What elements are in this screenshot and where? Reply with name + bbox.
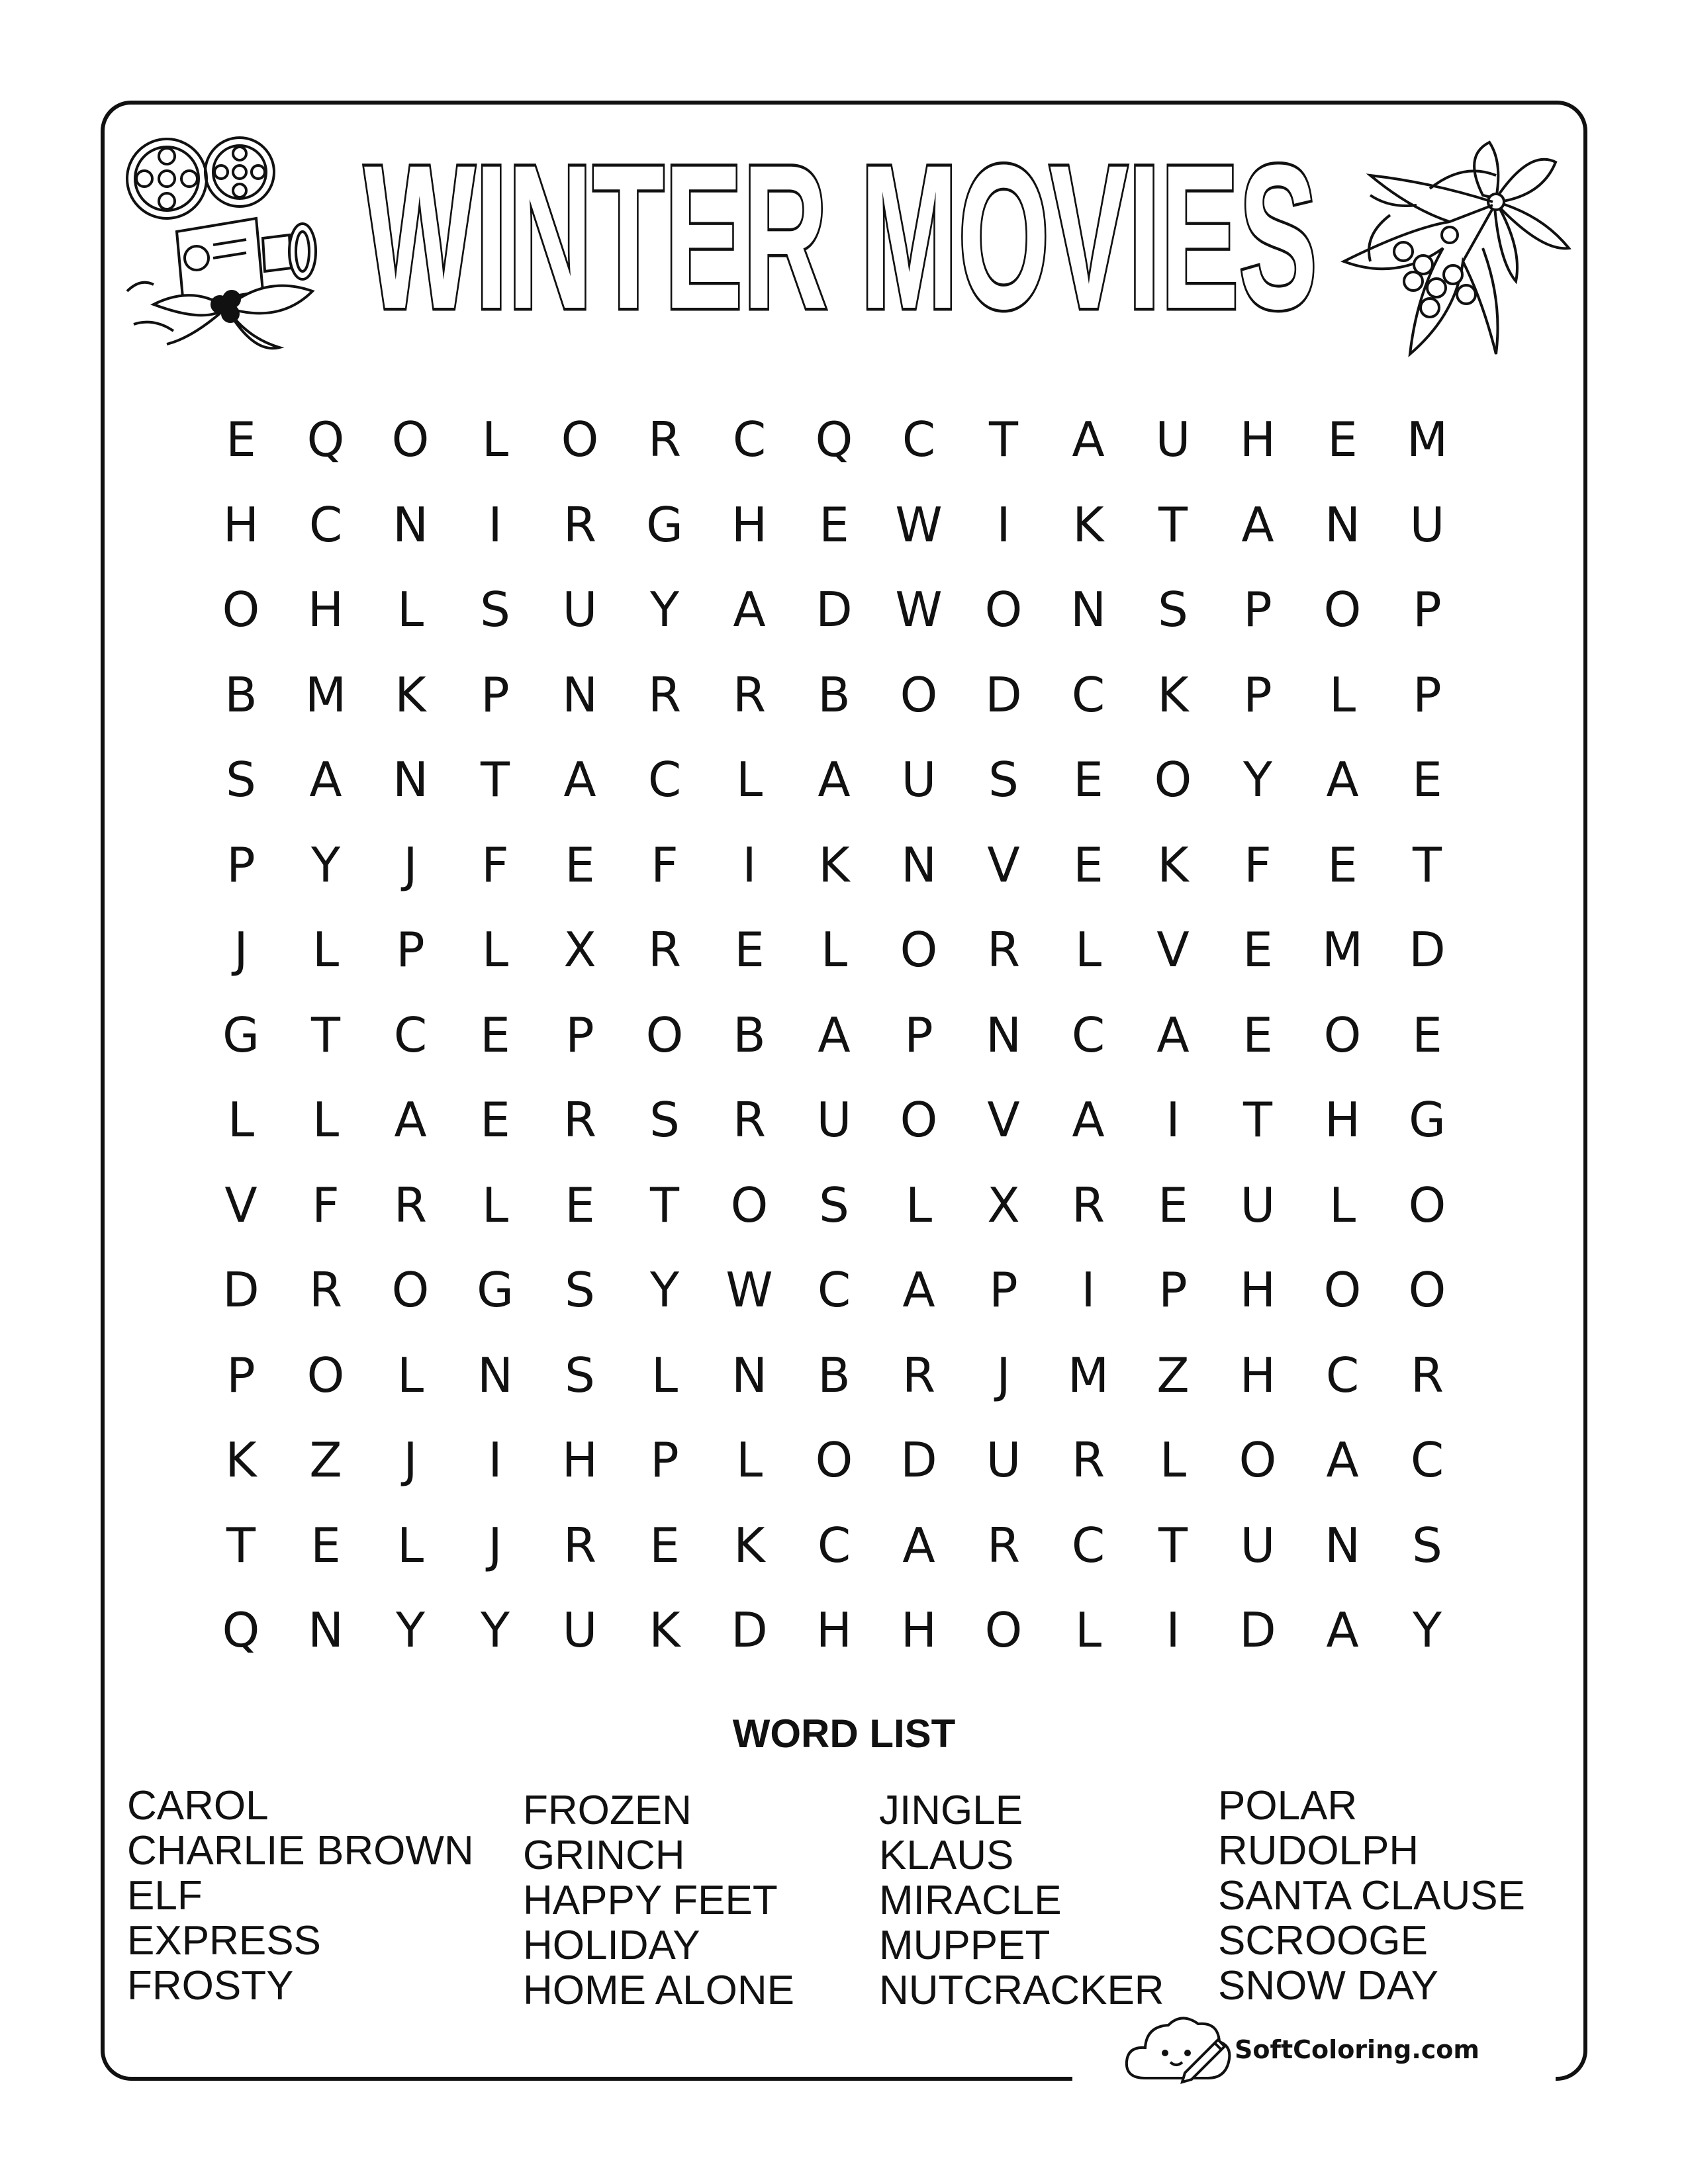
word-list-item: FROZEN: [523, 1788, 692, 1833]
grid-letter: L: [312, 1092, 340, 1148]
grid-letter: D: [1239, 1602, 1276, 1659]
grid-letter: G: [646, 496, 683, 553]
grid-letter: S: [226, 752, 256, 808]
grid-letter: G: [1409, 1092, 1446, 1148]
grid-letter: L: [1074, 922, 1102, 978]
grid-letter: L: [397, 582, 424, 638]
grid-letter: P: [1243, 666, 1272, 723]
grid-letter: I: [996, 496, 1011, 553]
grid-letter: N: [308, 1602, 344, 1659]
grid-letter: B: [818, 666, 851, 723]
grid-letter: H: [731, 496, 768, 553]
grid-letter: A: [309, 752, 342, 808]
word-list-item: HOME ALONE: [523, 1968, 794, 2013]
grid-letter: N: [562, 666, 598, 723]
grid-letter: R: [1410, 1347, 1444, 1403]
grid-letter: H: [222, 496, 259, 553]
grid-letter: R: [563, 1517, 597, 1573]
grid-letter: O: [561, 412, 599, 468]
word-list-item: MIRACLE: [879, 1878, 1062, 1923]
grid-letter: L: [397, 1517, 424, 1573]
grid-letter: K: [818, 837, 850, 893]
word-list-item: MUPPET: [879, 1923, 1051, 1968]
grid-letter: T: [989, 412, 1018, 468]
grid-letter: D: [900, 1432, 937, 1488]
word-list-item: SANTA CLAUSE: [1218, 1873, 1526, 1919]
grid-letter: C: [308, 496, 343, 553]
word-list-column-3: [879, 1788, 1164, 2013]
grid-letter: R: [308, 1262, 343, 1318]
grid-letter: W: [726, 1262, 773, 1318]
grid-letter: H: [1239, 1347, 1276, 1403]
grid-letter: W: [895, 496, 943, 553]
grid-letter: R: [647, 412, 682, 468]
grid-letter: G: [222, 1007, 259, 1063]
grid-letter: Q: [222, 1602, 260, 1659]
grid-letter: R: [1071, 1177, 1105, 1233]
grid-letter: A: [818, 752, 851, 808]
page-title: [354, 142, 1327, 334]
word-list-column-2: [523, 1788, 794, 2013]
word-list-item: CAROL: [127, 1783, 269, 1829]
grid-letter: V: [1156, 922, 1190, 978]
grid-letter: O: [900, 666, 938, 723]
grid-letter: S: [819, 1177, 849, 1233]
word-list-column-4: [1218, 1784, 1525, 2009]
cloud-pencil-icon: [1119, 1999, 1238, 2098]
grid-letter: D: [985, 666, 1022, 723]
grid-letter: Y: [481, 1602, 510, 1659]
grid-letter: A: [1241, 496, 1274, 553]
grid-letter: U: [1409, 496, 1445, 553]
grid-letter: E: [1412, 1007, 1442, 1063]
grid-letter: C: [1325, 1347, 1360, 1403]
word-search-grid: [199, 397, 1509, 1688]
grid-letter: U: [562, 582, 598, 638]
grid-letter: T: [1243, 1092, 1272, 1148]
grid-letter: L: [1159, 1432, 1187, 1488]
grid-letter: A: [1326, 1602, 1359, 1659]
grid-letter: O: [645, 1007, 684, 1063]
grid-letter: O: [391, 412, 430, 468]
grid-letter: L: [481, 1177, 509, 1233]
grid-letter: S: [649, 1092, 680, 1148]
grid-letter: N: [986, 1007, 1021, 1063]
grid-letter: O: [984, 1602, 1023, 1659]
grid-letter: A: [563, 752, 596, 808]
grid-letter: G: [477, 1262, 514, 1318]
word-list-item: NUTCRACKER: [879, 1968, 1164, 2013]
grid-letter: M: [305, 666, 347, 723]
grid-letter: N: [393, 752, 428, 808]
grid-letter: O: [222, 582, 260, 638]
grid-letter: A: [1326, 752, 1359, 808]
grid-letter: S: [988, 752, 1019, 808]
grid-letter: C: [902, 412, 936, 468]
grid-letter: E: [1158, 1177, 1188, 1233]
grid-letter: E: [565, 837, 595, 893]
grid-letter: A: [733, 582, 766, 638]
grid-letter: U: [1240, 1177, 1276, 1233]
grid-letter: F: [312, 1177, 340, 1233]
word-list-item: HAPPY FEET: [523, 1878, 778, 1923]
grid-letter: J: [403, 1432, 418, 1488]
grid-letter: Z: [309, 1432, 342, 1488]
grid-letter: J: [996, 1347, 1011, 1403]
grid-letter: S: [480, 582, 510, 638]
grid-letter: P: [226, 1347, 256, 1403]
grid-letter: B: [733, 1007, 766, 1063]
grid-letter: E: [734, 922, 765, 978]
grid-letter: H: [1239, 1262, 1276, 1318]
grid-letter: P: [904, 1007, 933, 1063]
film-projector-holly-icon: [114, 126, 352, 357]
grid-letter: P: [989, 1262, 1018, 1318]
grid-letter: R: [647, 922, 682, 978]
grid-letter: D: [731, 1602, 768, 1659]
grid-letter: O: [1408, 1262, 1446, 1318]
grid-letter: C: [1410, 1432, 1444, 1488]
grid-letter: T: [1413, 837, 1442, 893]
grid-letter: N: [901, 837, 937, 893]
grid-letter: C: [817, 1262, 851, 1318]
grid-letter: T: [1158, 496, 1188, 553]
grid-letter: R: [732, 666, 767, 723]
word-list-item: CHARLIE BROWN: [127, 1828, 474, 1874]
grid-letter: M: [1067, 1347, 1109, 1403]
grid-letter: X: [563, 922, 596, 978]
grid-letter: S: [1158, 582, 1188, 638]
grid-letter: H: [561, 1432, 598, 1488]
grid-letter: O: [1408, 1177, 1446, 1233]
grid-letter: N: [1325, 496, 1360, 553]
grid-letter: N: [477, 1347, 513, 1403]
grid-letter: F: [651, 837, 679, 893]
grid-letter: A: [1156, 1007, 1190, 1063]
grid-letter: P: [226, 837, 256, 893]
grid-letter: V: [224, 1177, 258, 1233]
grid-letter: E: [1073, 837, 1103, 893]
grid-letter: Y: [650, 582, 679, 638]
page-title-text: WINTER MOVIES: [364, 142, 1317, 334]
grid-letter: R: [986, 922, 1021, 978]
grid-letter: L: [905, 1177, 933, 1233]
grid-letter: E: [310, 1517, 341, 1573]
grid-letter: E: [1243, 1007, 1273, 1063]
grid-letter: I: [1081, 1262, 1096, 1318]
grid-letter: V: [987, 837, 1020, 893]
grid-letter: H: [900, 1602, 937, 1659]
grid-letter: I: [488, 496, 502, 553]
grid-letter: E: [480, 1007, 510, 1063]
grid-letter: X: [987, 1177, 1020, 1233]
grid-letter: R: [986, 1517, 1021, 1573]
grid-letter: Q: [815, 412, 853, 468]
grid-letter: R: [563, 496, 597, 553]
grid-letter: H: [816, 1602, 853, 1659]
grid-letter: H: [1324, 1092, 1361, 1148]
grid-letter: L: [481, 412, 509, 468]
grid-letter: E: [1073, 752, 1103, 808]
grid-letter: P: [1413, 582, 1442, 638]
grid-letter: O: [306, 1347, 345, 1403]
grid-letter: J: [488, 1517, 502, 1573]
grid-letter: L: [481, 922, 509, 978]
grid-letter: R: [1071, 1432, 1105, 1488]
grid-letter: E: [1243, 922, 1273, 978]
word-list-item: ELF: [127, 1873, 203, 1919]
grid-letter: Y: [650, 1262, 679, 1318]
grid-letter: L: [1074, 1602, 1102, 1659]
grid-letter: U: [562, 1602, 598, 1659]
grid-letter: B: [818, 1347, 851, 1403]
grid-letter: P: [481, 666, 510, 723]
grid-letter: E: [819, 496, 849, 553]
grid-letter: A: [1072, 1092, 1105, 1148]
word-list-item: JINGLE: [879, 1788, 1023, 1833]
grid-letter: J: [234, 922, 248, 978]
grid-letter: D: [222, 1262, 259, 1318]
grid-letter: S: [565, 1347, 595, 1403]
grid-letter: T: [311, 1007, 340, 1063]
grid-letter: O: [1239, 1432, 1277, 1488]
grid-letter: M: [1406, 412, 1448, 468]
word-list-item: POLAR: [1218, 1783, 1358, 1829]
grid-letter: S: [565, 1262, 595, 1318]
grid-letter: R: [563, 1092, 597, 1148]
grid-letter: A: [902, 1517, 935, 1573]
grid-letter: N: [393, 496, 428, 553]
grid-letter: O: [1154, 752, 1192, 808]
grid-letter: A: [902, 1262, 935, 1318]
site-name: SoftColoring.com: [1235, 2035, 1479, 2064]
grid-letter: L: [735, 1432, 763, 1488]
grid-letter: C: [1071, 1007, 1105, 1063]
grid-letter: U: [901, 752, 937, 808]
grid-letter: O: [815, 1432, 853, 1488]
grid-letter: O: [1323, 1262, 1362, 1318]
grid-letter: C: [393, 1007, 428, 1063]
grid-letter: C: [1071, 1517, 1105, 1573]
grid-letter: L: [1329, 1177, 1356, 1233]
grid-letter: R: [902, 1347, 936, 1403]
grid-letter: E: [1412, 752, 1442, 808]
grid-letter: F: [481, 837, 509, 893]
grid-letter: P: [1243, 582, 1272, 638]
grid-letter: S: [1412, 1517, 1442, 1573]
grid-letter: O: [391, 1262, 430, 1318]
grid-letter: W: [895, 582, 943, 638]
word-list-item: KLAUS: [879, 1833, 1014, 1878]
grid-letter: I: [742, 837, 757, 893]
grid-letter: K: [395, 666, 426, 723]
grid-letter: A: [1326, 1432, 1359, 1488]
grid-letter: T: [226, 1517, 256, 1573]
word-list-item: EXPRESS: [127, 1918, 321, 1964]
grid-letter: N: [1070, 582, 1106, 638]
grid-letter: A: [394, 1092, 427, 1148]
grid-letter: A: [818, 1007, 851, 1063]
grid-letter: L: [820, 922, 848, 978]
grid-letter: R: [393, 1177, 428, 1233]
grid-letter: H: [1239, 412, 1276, 468]
grid-letter: O: [1323, 1007, 1362, 1063]
grid-letter: V: [987, 1092, 1020, 1148]
grid-letter: Y: [1413, 1602, 1442, 1659]
grid-letter: D: [1409, 922, 1446, 978]
grid-letter: U: [816, 1092, 852, 1148]
grid-letter: F: [1244, 837, 1272, 893]
grid-letter: K: [733, 1517, 765, 1573]
grid-letter: K: [225, 1432, 257, 1488]
grid-letter: Y: [1243, 752, 1272, 808]
grid-letter: D: [816, 582, 853, 638]
grid-letter: C: [647, 752, 682, 808]
word-list-item: SNOW DAY: [1218, 1963, 1438, 2009]
grid-letter: U: [1240, 1517, 1276, 1573]
grid-letter: B: [224, 666, 258, 723]
grid-letter: Y: [396, 1602, 425, 1659]
grid-letter: P: [1413, 666, 1442, 723]
grid-letter: E: [565, 1177, 595, 1233]
grid-letter: C: [817, 1517, 851, 1573]
word-list-item: SCROOGE: [1218, 1918, 1428, 1964]
grid-letter: N: [1325, 1517, 1360, 1573]
grid-letter: O: [730, 1177, 769, 1233]
grid-letter: C: [1071, 666, 1105, 723]
word-list-item: GRINCH: [523, 1833, 685, 1878]
grid-letter: E: [480, 1092, 510, 1148]
word-list-heading: WORD LIST: [732, 1711, 956, 1756]
grid-letter: O: [984, 582, 1023, 638]
grid-letter: Q: [306, 412, 345, 468]
grid-letter: O: [900, 1092, 938, 1148]
grid-letter: T: [650, 1177, 679, 1233]
grid-letter: L: [312, 922, 340, 978]
grid-letter: I: [1166, 1602, 1180, 1659]
grid-letter: I: [1166, 1092, 1180, 1148]
word-list-item: FROSTY: [127, 1963, 294, 2009]
grid-letter: H: [307, 582, 344, 638]
grid-letter: P: [650, 1432, 679, 1488]
grid-letter: U: [986, 1432, 1021, 1488]
grid-letter: K: [1072, 496, 1104, 553]
grid-letter: J: [403, 837, 418, 893]
mistletoe-bow-icon: [1331, 136, 1582, 367]
grid-letter: P: [396, 922, 425, 978]
grid-letter: R: [647, 666, 682, 723]
grid-letter: N: [731, 1347, 767, 1403]
grid-letter: L: [227, 1092, 255, 1148]
grid-letter: O: [900, 922, 938, 978]
grid-letter: K: [1157, 837, 1189, 893]
grid-letter: E: [226, 412, 256, 468]
grid-letter: E: [1327, 837, 1358, 893]
grid-letter: C: [732, 412, 767, 468]
grid-letter: L: [651, 1347, 679, 1403]
grid-letter: M: [1321, 922, 1364, 978]
grid-letter: T: [481, 752, 510, 808]
word-list-column-1: [127, 1784, 474, 2009]
grid-letter: Z: [1156, 1347, 1190, 1403]
grid-letter: U: [1155, 412, 1191, 468]
grid-letter: O: [1323, 582, 1362, 638]
grid-letter: E: [649, 1517, 680, 1573]
word-list-item: RUDOLPH: [1218, 1828, 1419, 1874]
grid-letter: K: [1157, 666, 1189, 723]
grid-letter: L: [1329, 666, 1356, 723]
grid-letter: K: [649, 1602, 680, 1659]
grid-letter: P: [1158, 1262, 1188, 1318]
word-list-item: HOLIDAY: [523, 1923, 700, 1968]
grid-letter: E: [1327, 412, 1358, 468]
grid-letter: L: [397, 1347, 424, 1403]
grid-letter: L: [735, 752, 763, 808]
grid-letter: A: [1072, 412, 1105, 468]
grid-letter: Y: [311, 837, 340, 893]
grid-letter: I: [488, 1432, 502, 1488]
grid-letter: R: [732, 1092, 767, 1148]
grid-letter: P: [565, 1007, 594, 1063]
grid-letter: T: [1158, 1517, 1188, 1573]
